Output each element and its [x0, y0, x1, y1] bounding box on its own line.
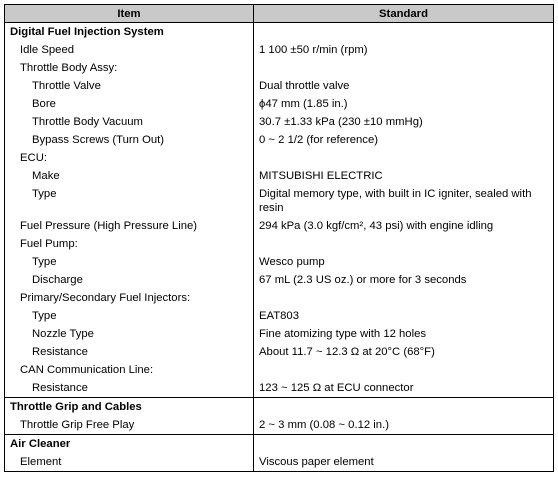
header-standard: Standard [254, 5, 554, 23]
item-cell: Type [5, 185, 254, 217]
table-row [5, 41, 554, 59]
table-row [5, 95, 554, 113]
item-cell: Resistance [5, 343, 254, 361]
standard-cell [254, 23, 554, 42]
spec-table [4, 4, 554, 472]
item-cell: Primary/Secondary Fuel Injectors: [5, 289, 254, 307]
table-row [5, 271, 554, 289]
standard-cell: 123 ~ 125 Ω at ECU connector [254, 379, 554, 398]
standard-cell: Digital memory type, with built in IC igniter, sealed with resin [254, 185, 554, 217]
item-cell: Make [5, 167, 254, 185]
standard-cell: EAT803 [254, 307, 554, 325]
item-cell: Throttle Body Vacuum [5, 113, 254, 131]
standard-cell: 294 kPa (3.0 kgf/cm², 43 psi) with engine idling [254, 217, 554, 235]
section-title: Digital Fuel Injection System [5, 23, 254, 42]
table-row [5, 217, 554, 235]
table-row [5, 113, 554, 131]
standard-cell: Fine atomizing type with 12 holes [254, 325, 554, 343]
item-cell: Resistance [5, 379, 254, 398]
item-cell: Fuel Pressure (High Pressure Line) [5, 217, 254, 235]
standard-cell [254, 289, 554, 307]
standard-cell: Viscous paper element [254, 453, 554, 472]
standard-cell [254, 398, 554, 417]
table-row [5, 343, 554, 361]
table-row [5, 149, 554, 167]
standard-cell [254, 361, 554, 379]
standard-cell: 67 mL (2.3 US oz.) or more for 3 seconds [254, 271, 554, 289]
standard-cell: 2 ~ 3 mm (0.08 ~ 0.12 in.) [254, 416, 554, 435]
standard-cell: 0 ~ 2 1/2 (for reference) [254, 131, 554, 149]
table-row [5, 167, 554, 185]
table-row [5, 289, 554, 307]
spec-body [5, 23, 554, 472]
standard-cell [254, 59, 554, 77]
table-row [5, 253, 554, 271]
standard-cell: About 11.7 ~ 12.3 Ω at 20°C (68°F) [254, 343, 554, 361]
section-title: Air Cleaner [5, 435, 254, 454]
section-row [5, 398, 554, 417]
table-row [5, 59, 554, 77]
item-cell: Discharge [5, 271, 254, 289]
standard-cell: ϕ47 mm (1.85 in.) [254, 95, 554, 113]
standard-cell: Wesco pump [254, 253, 554, 271]
standard-cell [254, 235, 554, 253]
item-cell: Type [5, 253, 254, 271]
table-row [5, 77, 554, 95]
item-cell: Fuel Pump: [5, 235, 254, 253]
table-row [5, 325, 554, 343]
table-row [5, 453, 554, 472]
table-row [5, 416, 554, 435]
standard-cell: MITSUBISHI ELECTRIC [254, 167, 554, 185]
standard-cell: Dual throttle valve [254, 77, 554, 95]
item-cell: Throttle Body Assy: [5, 59, 254, 77]
header-row [5, 5, 554, 23]
item-cell: Element [5, 453, 254, 472]
standard-cell: 30.7 ±1.33 kPa (230 ±10 mmHg) [254, 113, 554, 131]
item-cell: Bypass Screws (Turn Out) [5, 131, 254, 149]
item-cell: Idle Speed [5, 41, 254, 59]
item-cell: Nozzle Type [5, 325, 254, 343]
table-row [5, 379, 554, 398]
item-cell: Bore [5, 95, 254, 113]
table-row [5, 361, 554, 379]
standard-cell: 1 100 ±50 r/min (rpm) [254, 41, 554, 59]
standard-cell [254, 149, 554, 167]
section-row [5, 435, 554, 454]
section-title: Throttle Grip and Cables [5, 398, 254, 417]
item-cell: CAN Communication Line: [5, 361, 254, 379]
section-row [5, 23, 554, 42]
item-cell: Throttle Valve [5, 77, 254, 95]
table-row [5, 185, 554, 217]
header-item: Item [5, 5, 254, 23]
table-row [5, 307, 554, 325]
item-cell: ECU: [5, 149, 254, 167]
item-cell: Type [5, 307, 254, 325]
item-cell: Throttle Grip Free Play [5, 416, 254, 435]
table-row [5, 131, 554, 149]
table-row [5, 235, 554, 253]
standard-cell [254, 435, 554, 454]
